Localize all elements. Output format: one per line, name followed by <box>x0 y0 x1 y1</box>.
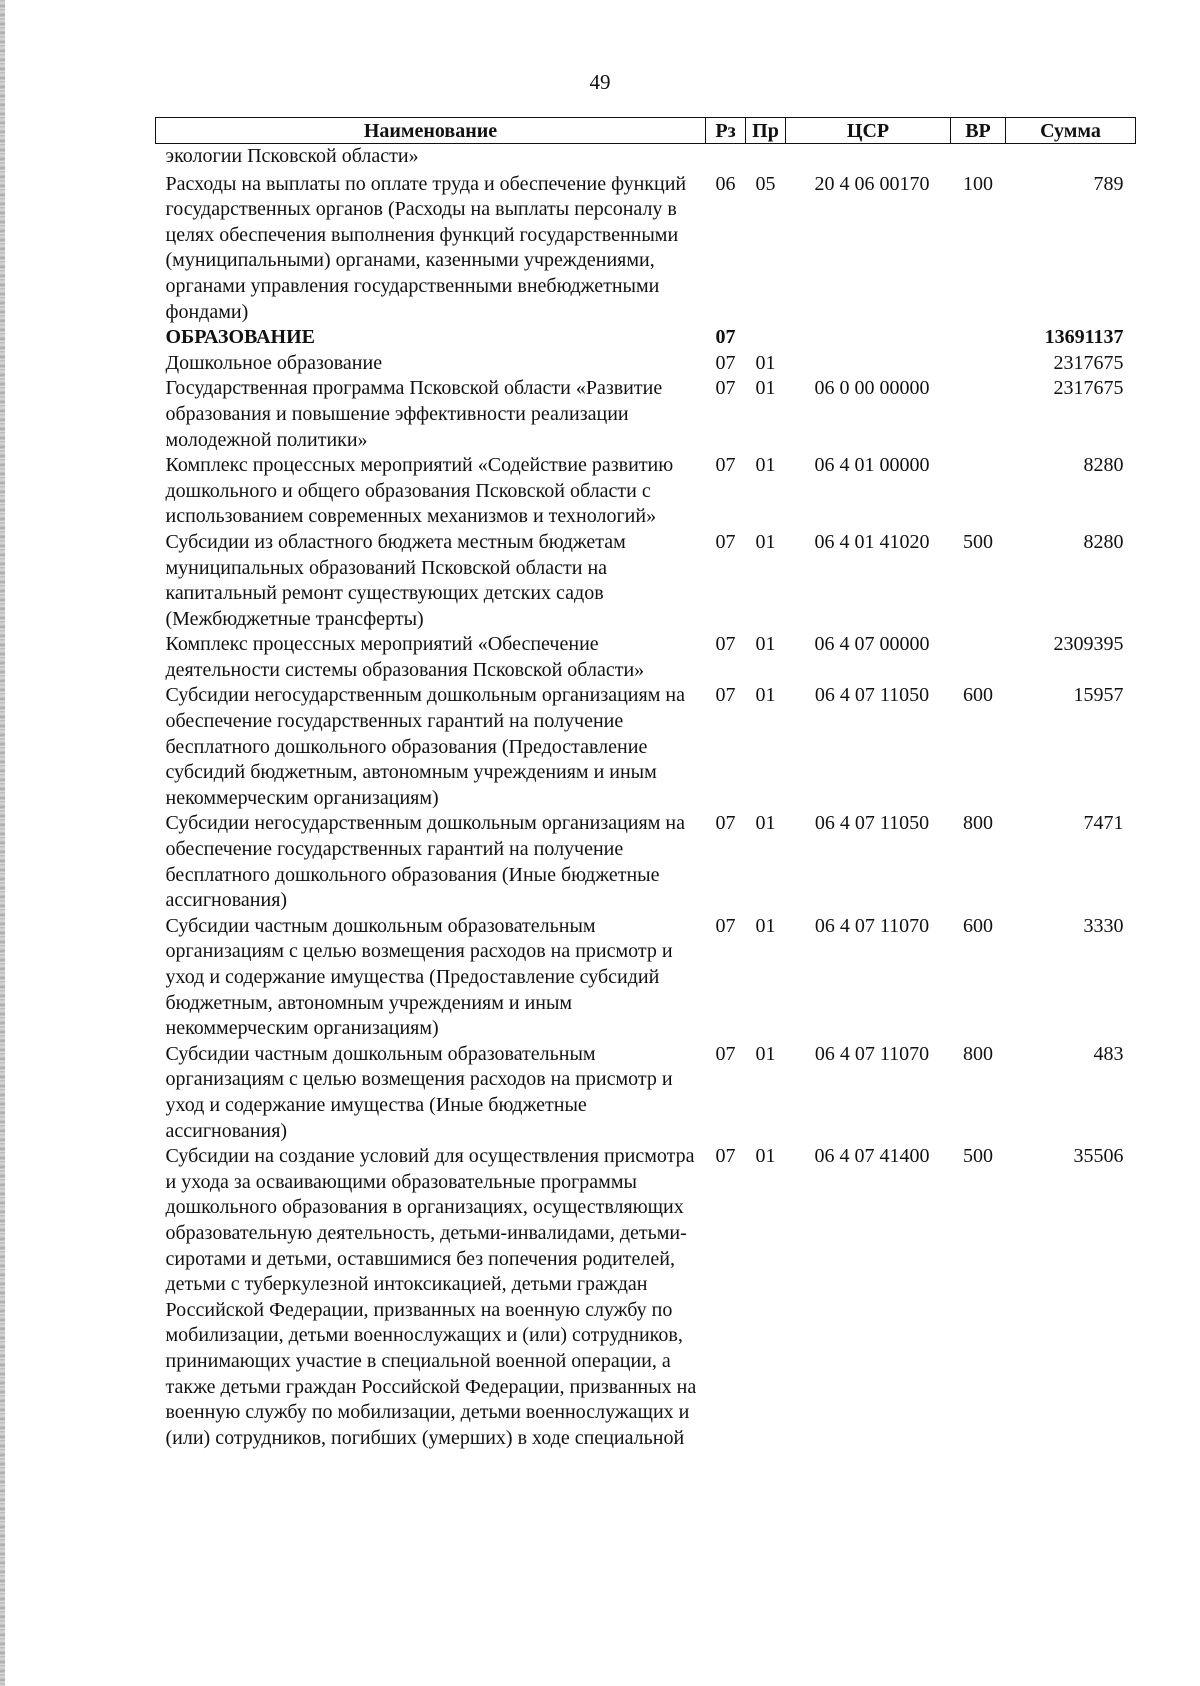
cell-csr: 06 4 07 11070 <box>814 914 930 937</box>
cell-csr: 06 4 07 11050 <box>814 684 930 707</box>
cell-name: Комплекс процессных мероприятий «Обеспечение деятельности системы образования Псковской области» <box>165 633 645 681</box>
table-row <box>156 453 1136 530</box>
cell-pr: 01 <box>755 914 776 937</box>
cell-pr: 01 <box>755 812 776 835</box>
cell-vr <box>951 144 1006 170</box>
cell-name: Субсидии частным дошкольным образовательным организациям с целью возмещения расходов на присмотр и уход и содержание имущества (Иные бюджетные ассигнования) <box>165 1042 673 1142</box>
cell-rz: 06 <box>715 172 736 195</box>
scan-edge <box>0 0 5 1686</box>
cell-name: Субсидии частным дошкольным образовательным организациям с целью возмещения расходов на присмотр и уход и содержание имущества (Предоставление субсидий бюджетным, автономным учреждениям и иным некоммерческим организациям) <box>165 914 673 1040</box>
cell-pr: 01 <box>755 377 776 400</box>
table-row <box>156 632 1136 683</box>
header-rz: Рз <box>706 118 746 144</box>
cell-rz: 07 <box>715 1042 736 1065</box>
cell-csr: 06 4 07 00000 <box>814 633 930 656</box>
header-csr: ЦСР <box>786 118 951 144</box>
cell-name: ОБРАЗОВАНИЕ <box>165 326 315 349</box>
cell-sum: 35506 <box>1073 1145 1124 1168</box>
cell-sum: 483 <box>1093 1042 1124 1065</box>
cell-name: Комплекс процессных мероприятий «Содействие развитию дошкольного и общего образования Псковской области с использованием современных механизмов и технологий» <box>165 454 674 528</box>
cell-sum: 789 <box>1093 172 1124 195</box>
cell-pr <box>746 144 786 170</box>
cell-vr: 500 <box>963 530 993 553</box>
cell-vr: 800 <box>963 1042 993 1065</box>
cell-vr <box>951 632 1006 683</box>
cell-csr: 06 4 01 41020 <box>814 530 930 553</box>
table-row <box>156 1042 1136 1144</box>
cell-sum: 13691137 <box>1044 326 1124 349</box>
cell-rz: 07 <box>715 1145 736 1168</box>
cell-csr <box>786 351 951 377</box>
cell-rz: 07 <box>715 454 736 477</box>
cell-vr: 600 <box>963 684 993 707</box>
cell-sum: 3330 <box>1083 914 1124 937</box>
cell-csr: 06 0 00 00000 <box>814 377 930 400</box>
cell-rz: 07 <box>715 633 736 656</box>
header-vr: ВР <box>951 118 1006 144</box>
cell-rz: 07 <box>715 377 736 400</box>
cell-sum: 2317675 <box>1053 351 1124 374</box>
cell-vr: 800 <box>963 812 993 835</box>
cell-csr: 20 4 06 00170 <box>814 172 930 195</box>
cell-rz: 07 <box>715 326 736 349</box>
cell-name: Дошкольное образование <box>165 351 383 374</box>
table-row <box>156 376 1136 453</box>
cell-csr <box>786 325 951 351</box>
cell-rz: 07 <box>715 914 736 937</box>
cell-csr <box>786 144 951 170</box>
cell-sum <box>1006 144 1136 170</box>
cell-pr: 01 <box>755 454 776 477</box>
table-row <box>156 530 1136 632</box>
cell-vr <box>951 376 1006 453</box>
table-body <box>156 144 1136 1452</box>
header-pr: Пр <box>746 118 786 144</box>
cell-csr: 06 4 07 11050 <box>814 812 930 835</box>
cell-sum: 8280 <box>1083 530 1124 553</box>
cell-sum: 8280 <box>1083 454 1124 477</box>
cell-sum: 7471 <box>1083 812 1124 835</box>
cell-name: экологии Псковской области» <box>165 145 419 167</box>
cell-vr <box>951 351 1006 377</box>
table-row <box>156 144 1136 170</box>
cell-rz <box>706 144 746 170</box>
budget-table <box>155 117 1136 1451</box>
cell-rz: 07 <box>715 351 736 374</box>
cell-pr: 05 <box>755 172 776 195</box>
table-row <box>156 914 1136 1042</box>
cell-name: Субсидии на создание условий для осуществления присмотра и ухода за осваивающими образовательные программы дошкольного образования в организациях, осуществляющих образовательную деятельность, детьми-инвалидами, детьми-сиротами и детьми, оставшимися без попечения родителей, детьми с туберкулезной интоксикацией, детьми граждан Российской Федерации, призванных на военную службу по мобилизации, детьми военнослужащих и (или) сотрудников, принимающих участие в специальной военной операции, а также детьми граждан Российской Федерации, призванных на военную службу по мобилизации, детьми военнослужащих и (или) сотрудников, погибших (умерших) в ходе специальной <box>165 1145 697 1449</box>
cell-pr: 01 <box>755 1042 776 1065</box>
cell-vr: 100 <box>963 172 993 195</box>
cell-pr <box>746 325 786 351</box>
cell-vr <box>951 453 1006 530</box>
cell-sum: 2309395 <box>1053 633 1124 656</box>
header-name: Наименование <box>156 118 706 144</box>
cell-vr: 500 <box>963 1145 993 1168</box>
cell-sum: 15957 <box>1073 684 1124 707</box>
table-row <box>156 811 1136 913</box>
cell-vr <box>951 325 1006 351</box>
cell-pr: 01 <box>755 633 776 656</box>
cell-vr: 600 <box>963 914 993 937</box>
table-row <box>156 325 1136 351</box>
page-number: 49 <box>589 70 611 94</box>
cell-csr: 06 4 01 00000 <box>814 454 930 477</box>
table-row <box>156 351 1136 377</box>
cell-rz: 07 <box>715 812 736 835</box>
table-header-row <box>156 118 1136 144</box>
header-sum: Сумма <box>1006 118 1136 144</box>
cell-name: Субсидии негосударственным дошкольным организациям на обеспечение государственных гарантий на получение бесплатного дошкольного образования (Иные бюджетные ассигнования) <box>165 812 685 912</box>
cell-csr: 06 4 07 11070 <box>814 1042 930 1065</box>
cell-rz: 07 <box>715 530 736 553</box>
cell-rz: 07 <box>715 684 736 707</box>
table-row <box>156 170 1136 326</box>
cell-pr: 01 <box>755 351 776 374</box>
cell-csr: 06 4 07 41400 <box>814 1145 930 1168</box>
cell-sum: 2317675 <box>1053 377 1124 400</box>
cell-name: Расходы на выплаты по оплате труда и обеспечение функций государственных органов (Расходы на выплаты персоналу в целях обеспечения выполнения функций государственными (муниципальными) органами, казенными учреждениями, органами управления государственными внебюджетными фондами) <box>165 172 687 323</box>
cell-name: Государственная программа Псковской области «Развитие образования и повышение эффективности реализации молодежной политики» <box>165 377 663 451</box>
cell-pr: 01 <box>755 1145 776 1168</box>
cell-pr: 01 <box>755 530 776 553</box>
table-row <box>156 1144 1136 1451</box>
cell-pr: 01 <box>755 684 776 707</box>
cell-name: Субсидии негосударственным дошкольным организациям на обеспечение государственных гарантий на получение бесплатного дошкольного образования (Предоставление субсидий бюджетным, автономным учреждениям и иным некоммерческим организациям) <box>165 684 685 809</box>
cell-name: Субсидии из областного бюджета местным бюджетам муниципальных образований Псковской области на капитальный ремонт существующих детских садов (Межбюджетные трансферты) <box>165 530 626 630</box>
table-row <box>156 683 1136 811</box>
